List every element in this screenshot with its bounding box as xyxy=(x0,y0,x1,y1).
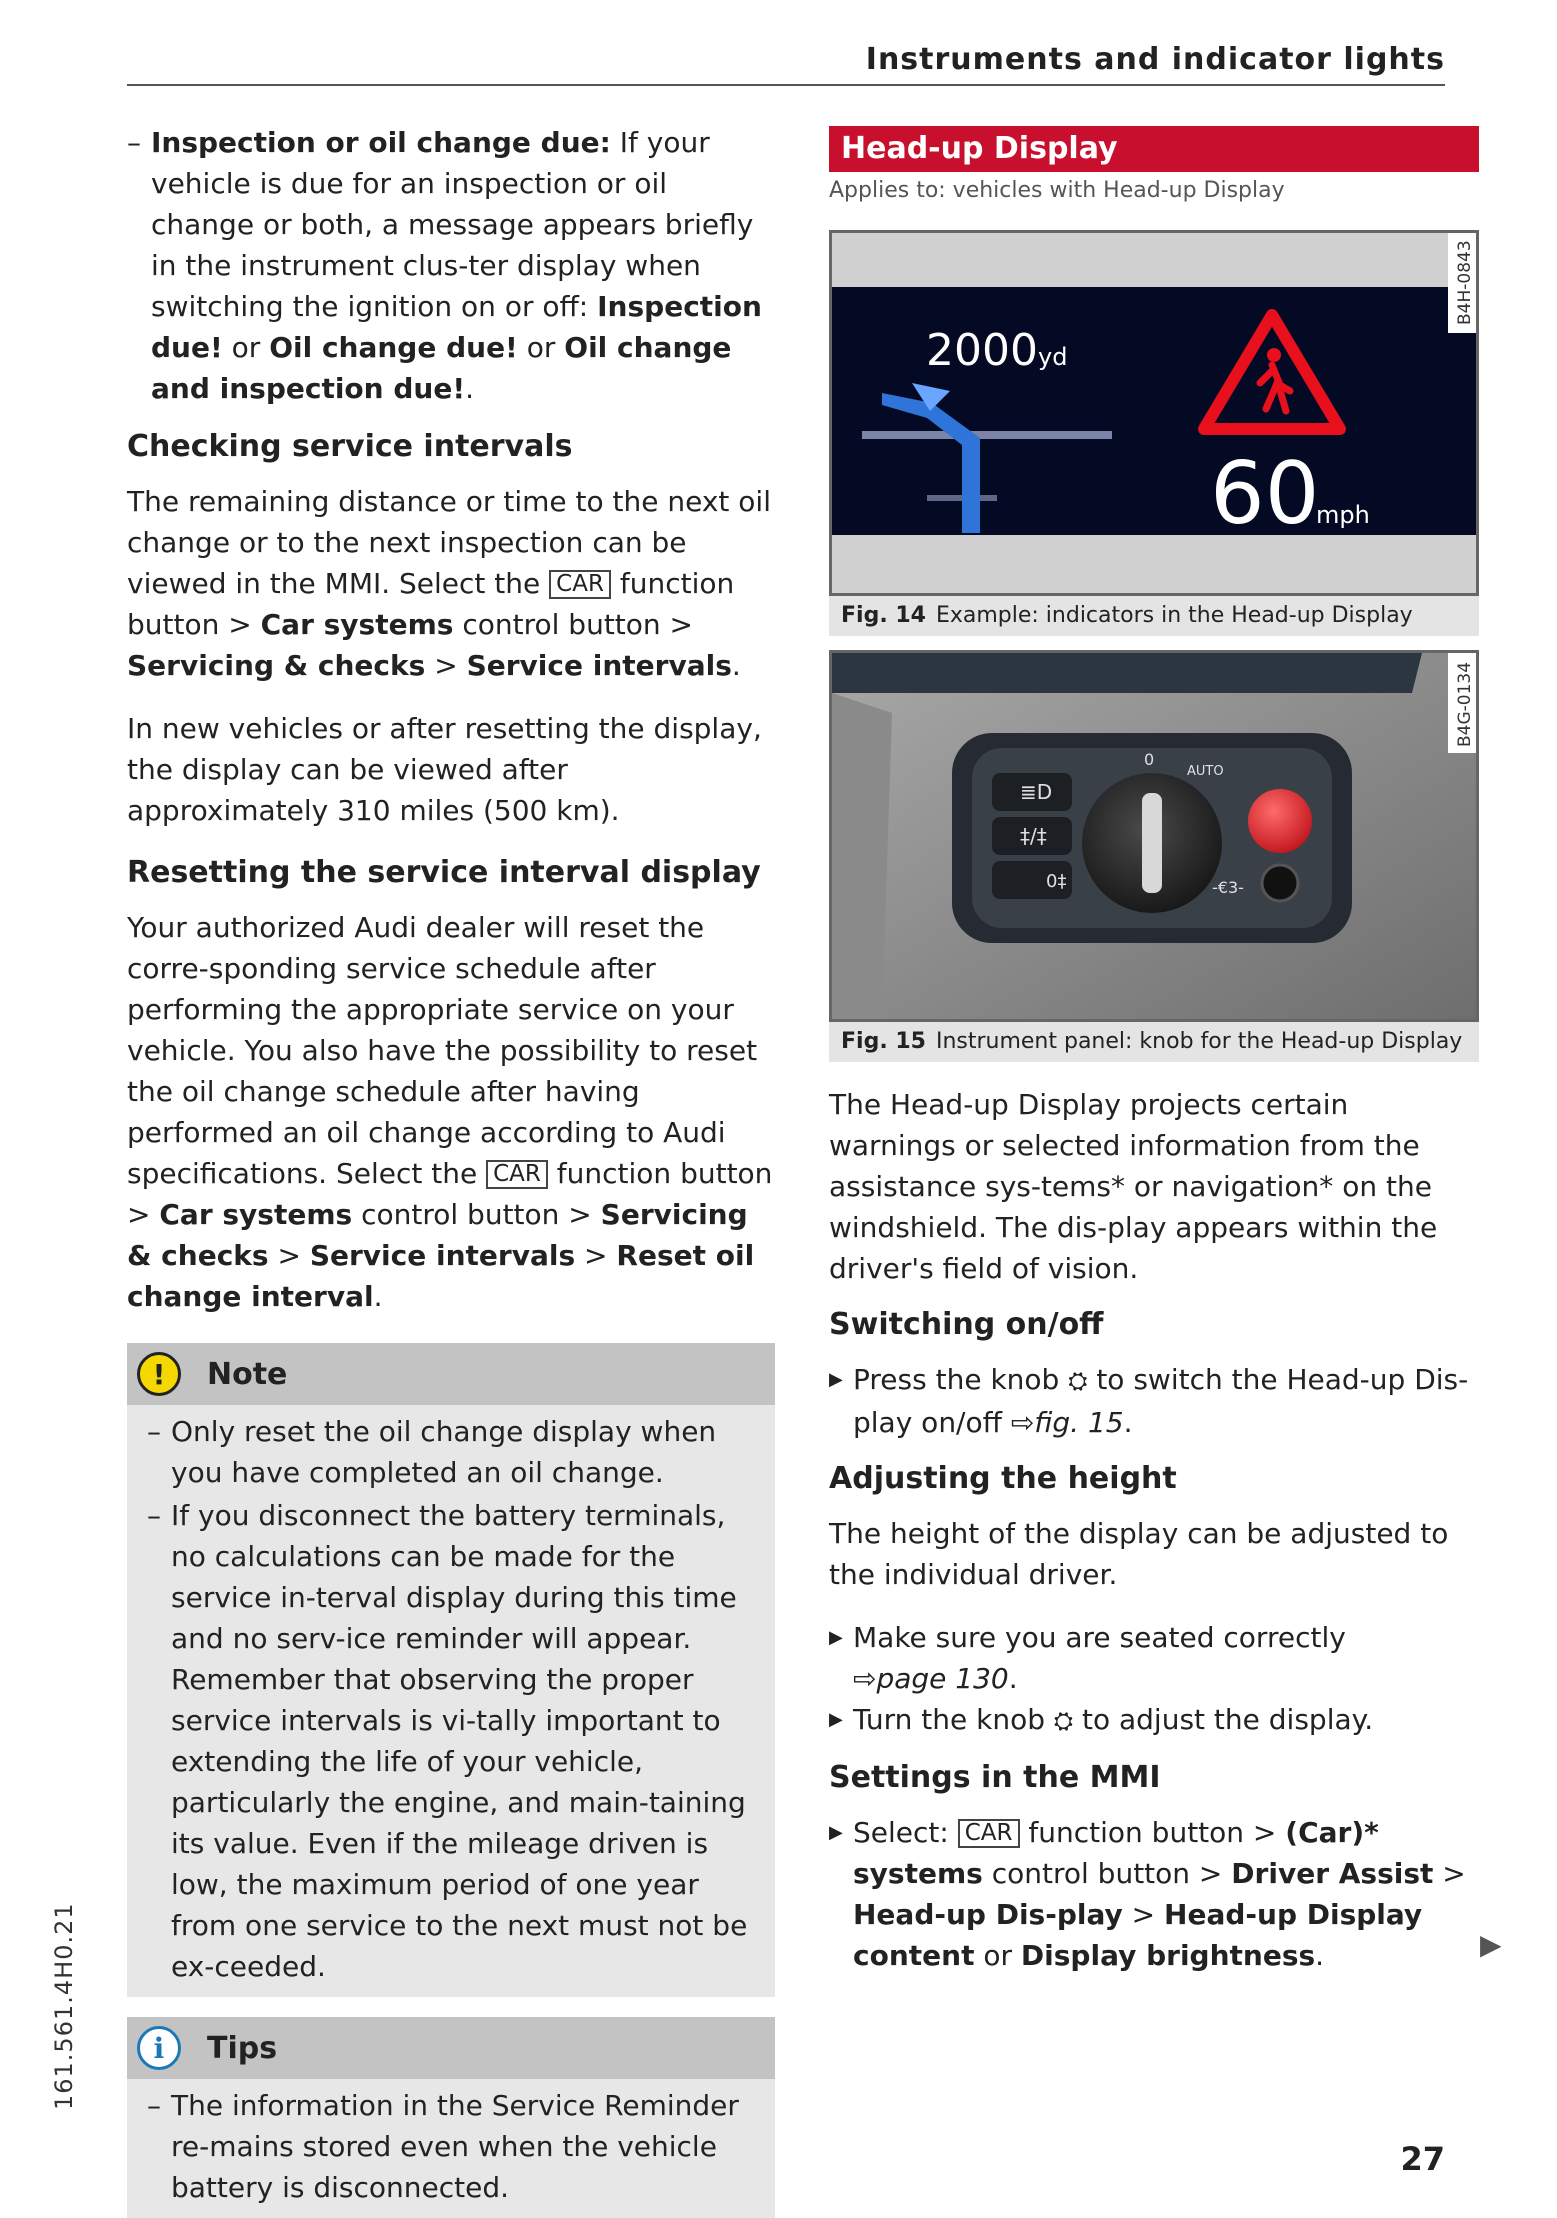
list-item: – Only reset the oil change display when you have completed an oil change. xyxy=(147,1415,717,1489)
hud-knob-icon: ⛭ xyxy=(1068,1367,1088,1395)
running-header: Instruments and indicator lights xyxy=(865,42,1445,77)
resetting-paragraph: Your authorized Audi dealer will reset the corre-sponding service schedule after performing the appropriate service on your vehicle. You also have the possibility to reset the oil change schedule after having performed an oil change according to Audi specifications. Select the CAR function button > Car systems control button > Servicing & checks > Service intervals > Reset oil change interval. xyxy=(127,911,773,1313)
adjusting-paragraph: The height of the display can be adjusted to the individual driver. xyxy=(829,1517,1449,1591)
tips-header: i Tips xyxy=(127,2017,775,2079)
header-rule xyxy=(127,84,1445,86)
document-code: 161.561.4H0.21 xyxy=(50,1902,78,2110)
svg-text:‡/‡: ‡/‡ xyxy=(1020,824,1047,848)
svg-text:AUTO: AUTO xyxy=(1187,764,1224,779)
svg-text:≣D: ≣D xyxy=(1020,780,1053,804)
svg-text:-€3-: -€3- xyxy=(1212,878,1244,897)
hud-distance: 2000 xyxy=(926,325,1038,376)
tips-box xyxy=(127,2017,775,2218)
right-column xyxy=(829,126,1479,1976)
hud-intro-paragraph: The Head-up Display projects certain warnings or selected information from the assistance sys-tems* or navigation* on the windshield. The dis-play appears within the driver's field of vision. xyxy=(829,1088,1438,1285)
list-item: – The information in the Service Reminder re-mains stored even when the vehicle battery is disconnected. xyxy=(147,2089,739,2204)
inspection-item: – Inspection or oil change due: If your vehicle is due for an inspection or oil change or both, a message appears briefly in the instrument clus-ter display when switching the ignition on or off: Inspection due! or Oil change due! or Oil change and inspection due!. xyxy=(127,126,762,405)
car-button-symbol: CAR xyxy=(549,570,611,599)
figure-14 xyxy=(829,230,1479,636)
note-header: ! Note xyxy=(127,1343,775,1405)
hud-knob-icon: ⛭ xyxy=(1053,1707,1074,1735)
list-item: ▶ Turn the knob ⛭ to adjust the display. xyxy=(829,1703,1374,1736)
car-button-symbol: CAR xyxy=(486,1160,548,1189)
car-button-symbol: CAR xyxy=(958,1819,1020,1848)
fig15-code: B4G-0134 xyxy=(1455,661,1475,747)
inspection-label: Inspection or oil change due: xyxy=(151,126,611,159)
svg-text:0‡: 0‡ xyxy=(1046,871,1067,892)
hud-distance-unit: yd xyxy=(1038,343,1068,371)
note-box xyxy=(127,1343,775,1997)
heading-adjusting: Adjusting the height xyxy=(829,1461,1177,1496)
svg-text:0: 0 xyxy=(1144,750,1155,769)
heading-checking-service: Checking service intervals xyxy=(127,429,573,464)
heading-resetting: Resetting the service interval display xyxy=(127,855,761,890)
page130-link[interactable]: page 130 xyxy=(876,1662,1009,1695)
list-item: – If you disconnect the battery terminals, no calculations can be made for the service in-terval display during this time and no serv-ice reminder will appear. Remember that observing the proper service intervals is vi-tally important to extending the life of your vehicle, particularly the engine, and main-taining its value. Even if the mileage driven is low, the maximum period of one year from one service to the next must not be ex-ceeded. xyxy=(147,1499,748,1983)
list-item: ▶ Make sure you are seated correctly ⇨page 130. xyxy=(829,1621,1346,1695)
hud-speed: 60 xyxy=(1210,444,1320,544)
new-vehicles-paragraph: In new vehicles or after resetting the display, the display can be viewed after approximately 310 miles (500 km). xyxy=(127,712,762,827)
hud-button-icon xyxy=(1248,789,1312,853)
list-item: ▶ Press the knob ⛭ to switch the Head-up Dis-play on/off ⇨fig. 15. xyxy=(829,1363,1469,1439)
tips-body xyxy=(127,2079,775,2218)
fig14-caption: Fig. 14 Example: indicators in the Head-up Display xyxy=(829,596,1479,636)
hud-illustration xyxy=(832,233,1476,593)
heading-switching: Switching on/off xyxy=(829,1307,1104,1342)
section-title-bar: Head-up Display xyxy=(829,126,1479,172)
fig15-link[interactable]: fig. 15 xyxy=(1034,1406,1124,1439)
left-column xyxy=(127,122,775,2218)
hud-knob-icon xyxy=(1262,865,1298,901)
arrow-icon: ⇨ xyxy=(1010,1406,1035,1439)
figure-15 xyxy=(829,650,1479,1062)
arrow-icon: ⇨ xyxy=(853,1662,877,1695)
page-number: 27 xyxy=(1400,2140,1445,2178)
checking-paragraph: The remaining distance or time to the next oil change or to the next inspection can be viewed in the MMI. Select the CAR function button > Car systems control button > Servicing & checks > Service intervals. xyxy=(127,485,771,682)
hud-speed-unit: mph xyxy=(1316,501,1370,529)
info-icon: i xyxy=(137,2026,181,2070)
applies-to: Applies to: vehicles with Head-up Display xyxy=(829,178,1285,203)
note-body xyxy=(127,1405,775,1997)
fig14-code: B4H-0843 xyxy=(1455,240,1475,325)
fig15-caption: Fig. 15 Instrument panel: knob for the Head-up Display xyxy=(829,1022,1479,1062)
heading-settings: Settings in the MMI xyxy=(829,1760,1161,1795)
continue-arrow-icon: ▶ xyxy=(1480,1928,1502,1961)
warning-icon: ! xyxy=(137,1352,181,1396)
list-item: ▶ Select: CAR function button > (Car)* systems control button > Driver Assist > Head-up Dis-play > Head-up Display content or Display brightness. xyxy=(829,1816,1466,1972)
knob-illustration xyxy=(832,653,1476,1019)
